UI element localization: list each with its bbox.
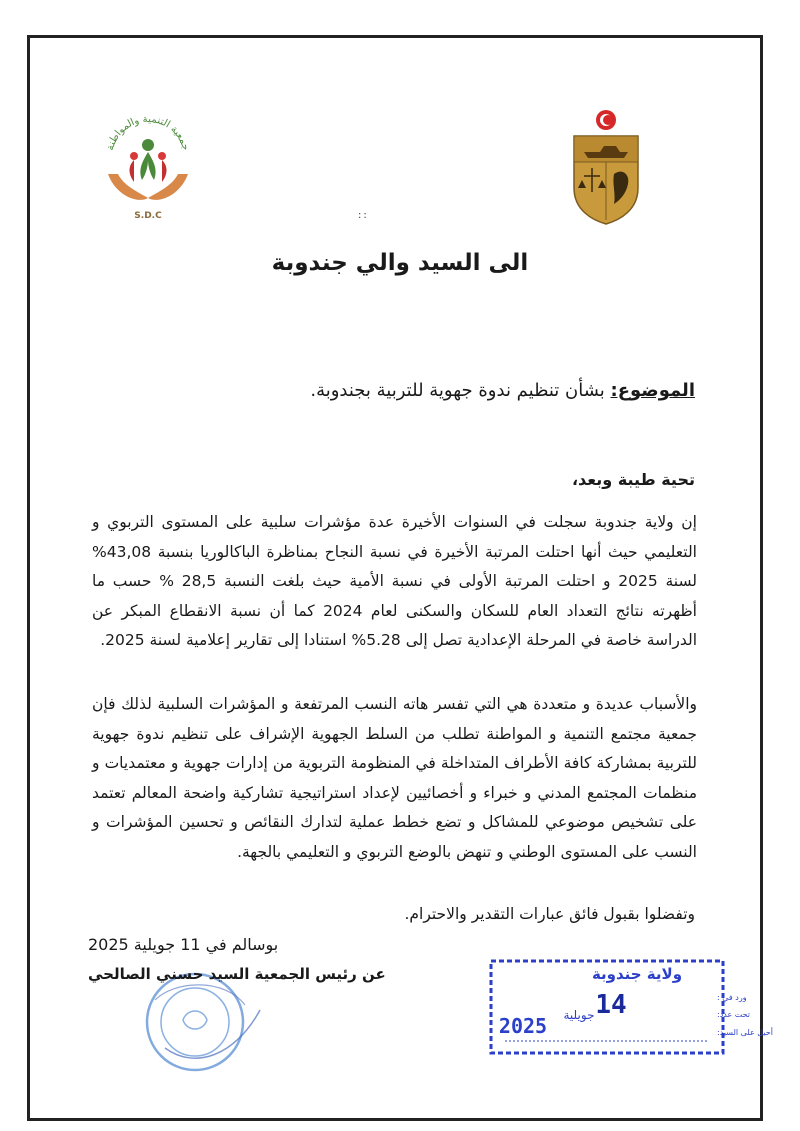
tunisia-coat-of-arms-icon — [570, 108, 642, 228]
reception-stamp — [487, 955, 773, 1057]
svg-text:2025: 2025 — [498, 1014, 548, 1038]
association-logo — [98, 100, 198, 225]
svg-text:جمعية التنمية والمواطنة: جمعية التنمية والمواطنة — [104, 113, 192, 152]
svg-text:تحت عدد:: تحت عدد: — [717, 1010, 751, 1019]
greeting: تحية طيبة وبعد، — [571, 470, 695, 489]
svg-text:ولاية جندوبة: ولاية جندوبة — [591, 965, 683, 983]
closing-line: وتفضلوا بقبول فائق عبارات التقدير والاحترام. — [404, 905, 695, 923]
body-paragraph: إن ولاية جندوبة سجلت في السنوات الأخيرة عدة مؤشرات سلبية على المستوى التربوي و التعليمي حيث أنها احتلت المرتبة الأخيرة في نسبة النجاح بمناظرة الباكالوريا بنسبة 43,08% لسنة 2025 و احتلت المرتبة الأولى في نسبة الأمية حيث بلغت النسبة 28,5 % حسب ما أظهرته نتائج التعداد العام للسكان والسكنى لعام 2024 كما أن نسبة الانقطاع المبكر عن الدراسة خاصة في المرحلة الإعدادية تصل إلى 5.28% استنادا إلى تقارير إعلامية لسنة 2025. — [92, 513, 697, 649]
svg-text:أحيل على السيد:: أحيل على السيد: — [717, 1028, 773, 1037]
svg-text:14: 14 — [595, 990, 627, 1020]
svg-text:S.D.C: S.D.C — [134, 211, 162, 221]
subject-line — [310, 380, 695, 401]
svg-text:ورد في :: ورد في : — [717, 993, 747, 1002]
header-mark: :: — [358, 210, 369, 221]
subject-label: الموضوع: — [610, 380, 695, 401]
subject-text: بشأن تنظيم ندوة جهوية للتربية بجندوبة. — [310, 380, 605, 401]
body-paragraph: والأسباب عديدة و متعددة هي التي تفسر هاته النسب المرتفعة و المؤشرات السلبية لذلك فإن جمعية مجتمع التنمية و المواطنة تطلب من السلط الجهوية الإشراف على تنظيم ندوة جهوية للتربية بمشاركة كافة الأطراف المتداخلة في المنظومة التربوية من إدارات جهوية و معتمديات و منظمات المجتمع المدني و خبراء و أخصائيين لإعداد استراتيجية تشاركية واضحة المعالم تعتمد على تشخيص موضوعي للمشاكل و تضع خطط عملية لتدارك النقائص و تحسين المؤشرات و النسب على المستوى الوطني و تنهض بالوضع التربوي و التعليمي بالجهة. — [92, 695, 697, 861]
recipient-heading: الى السيد والي جندوبة — [271, 250, 529, 276]
svg-text:جويلية: جويلية — [563, 1008, 595, 1022]
signer-name: عن رئيس الجمعية السيد حسني الصالحي — [88, 965, 386, 983]
date-line: بوسالم في 11 جويلية 2025 — [88, 935, 279, 954]
